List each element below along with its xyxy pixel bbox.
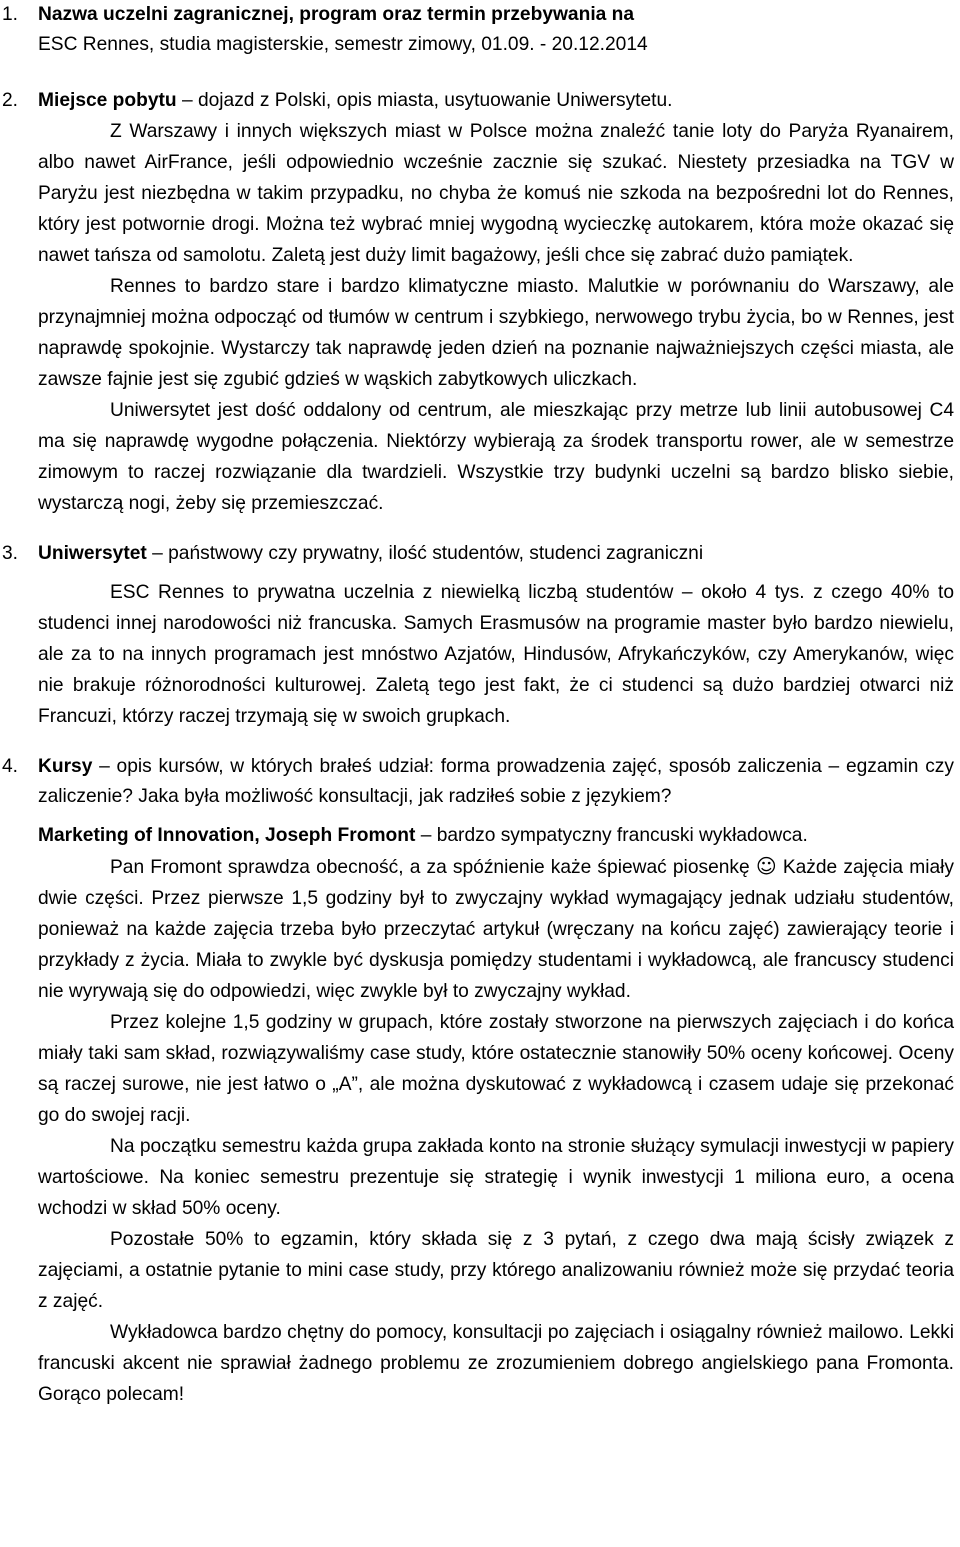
section-4-title: Kursy bbox=[38, 756, 93, 777]
paragraph-text: Pan Fromont sprawdza obecność, a za spóźnienie każe śpiewać piosenkę bbox=[110, 857, 756, 878]
section-2-heading bbox=[2, 86, 954, 116]
course-title-description: – bardzo sympatyczny francuski wykładowca. bbox=[415, 825, 808, 846]
section-1-detail bbox=[38, 30, 954, 60]
section-1-heading bbox=[2, 0, 954, 30]
section-4-number: 4. bbox=[2, 756, 19, 777]
section-2 bbox=[2, 86, 954, 519]
section-4-body bbox=[38, 820, 954, 1410]
paragraph: Rennes to bardzo stare i bardzo klimatyczne miasto. Malutkie w porównaniu do Warszawy, ale przynajmniej można odpocząć od tłumów w centrum i szybkiego, nerwowego trybu życia, bo w Rennes, jest naprawdę spokojnie. Wystarczy tak naprawdę jeden dzień na poznanie najważniejszych części miasta, ale zawsze fajnie jest się zgubić gdzieś w wąskich zabytkowych uliczkach. bbox=[38, 276, 954, 390]
section-4 bbox=[2, 752, 954, 1410]
section-2-body bbox=[38, 116, 954, 519]
section-3-title: Uniwersytet bbox=[38, 543, 147, 564]
course-heading bbox=[38, 820, 954, 851]
section-4-heading bbox=[2, 752, 954, 812]
paragraph: Przez kolejne 1,5 godziny w grupach, które zostały stworzone na pierwszych zajęciach i do końca miały taki sam skład, rozwiązywaliśmy case study, które ostatecznie stanowiły 50% oceny końcowej. Oceny są raczej surowe, nie jest łatwo o „A”, ale można dyskutować z wykładowcą i czasem udaje się przekonać go do swojej racji. bbox=[38, 1012, 954, 1126]
paragraph bbox=[38, 851, 954, 1007]
section-3-body bbox=[38, 577, 954, 732]
section-3-heading bbox=[2, 539, 954, 569]
paragraph-text: Każde zajęcia miały dwie części. Przez pierwsze 1,5 godziny był to zwyczajny wykład wymagający jednak udziału studentów, ponieważ na każde zajęcia trzeba było przeczytać artykuł (wręczany na końcu zajęć) zawierający teorie i przykłady z życia. Miała to zwykle być dyskusja pomiędzy studentami i wykładowcą, ale francuscy studenci nie wyrywają się do odpowiedzi, więc zwykle był to zwyczajny wykład. bbox=[38, 857, 954, 1002]
paragraph: Uniwersytet jest dość oddalony od centrum, ale mieszkając przy metrze lub linii autobusowej C4 ma się naprawdę wygodne połączenia. Niektórzy wybierają za środek transportu rower, ale w semestrze zimowym to raczej rozwiązanie dla twardzieli. Wszystkie trzy budynki uczelni są bardzo blisko siebie, wystarczą nogi, żeby się przemieszczać. bbox=[38, 400, 954, 514]
section-2-title: Miejsce pobytu bbox=[38, 90, 177, 111]
course-title: Marketing of Innovation, Joseph Fromont bbox=[38, 825, 416, 846]
paragraph: Pozostałe 50% to egzamin, który składa się z 3 pytań, z czego dwa mają ścisły związek z zajęciami, a ostatnie pytanie to mini case study, przy którego analizowaniu również może się przydać teoria z zajęć. bbox=[38, 1229, 954, 1312]
section-1-number: 1. bbox=[2, 4, 19, 25]
paragraph: Na początku semestru każda grupa zakłada konto na stronie służący symulacji inwestycji w papiery wartościowe. Na koniec semestru prezentuje się strategię i wynik inwestycji 1 miliona euro, a ocena wchodzi w skład 50% oceny. bbox=[38, 1136, 954, 1219]
smiley-icon: ☺ bbox=[755, 854, 777, 878]
section-1-title: Nazwa uczelni zagranicznej, program oraz termin przebywania na bbox=[38, 4, 635, 25]
paragraph: ESC Rennes to prywatna uczelnia z niewielką liczbą studentów – około 4 tys. z czego 40% to studenci innej narodowości niż francuska. Samych Erasmusów na programie master było bardzo niewielu, ale za to na innych programach jest mnóstwo Azjatów, Hindusów, Afrykańczyków, czy Amerykanów, więc nie brakuje różnorodności kulturowej. Zaletą tego jest fakt, że ci studenci są dużo bardziej otwarci niż Francuzi, którzy raczej trzymają się w swoich grupkach. bbox=[38, 582, 954, 727]
section-1 bbox=[2, 0, 954, 60]
section-2-number: 2. bbox=[2, 90, 19, 111]
paragraph: Wykładowca bardzo chętny do pomocy, konsultacji po zajęciach i osiągalny również mailowo. Lekki francuski akcent nie sprawiał żadnego problemu ze zrozumieniem dobrego angielskiego pana Fromonta. Gorąco polecam! bbox=[38, 1322, 954, 1405]
section-1-detail-text: ESC Rennes, studia magisterskie, semestr zimowy, 01.09. - 20.12.2014 bbox=[38, 34, 648, 55]
section-2-subtitle: – dojazd z Polski, opis miasta, usytuowanie Uniwersytetu. bbox=[176, 90, 673, 111]
section-3 bbox=[2, 539, 954, 732]
section-4-subtitle: – opis kursów, w których brałeś udział: forma prowadzenia zajęć, sposób zaliczenia – egzamin czy zaliczenie? Jaka była możliwość konsultacji, jak radziłeś sobie z językiem? bbox=[38, 756, 954, 807]
section-3-number: 3. bbox=[2, 543, 19, 564]
paragraph: Z Warszawy i innych większych miast w Polsce można znaleźć tanie loty do Paryża Ryanairem, albo nawet AirFrance, jeśli odpowiednio wcześnie zacznie się szukać. Niestety przesiadka na TGV w Paryżu jest niezbędna w takim przypadku, no chyba że komuś nie szkoda na bezpośredni lot do Rennes, który jest potwornie drogi. Można też wybrać mniej wygodną wycieczkę autokarem, która może okazać się nawet tańsza od samolotu. Zaletą jest duży limit bagażowy, jeśli chce się zabrać dużo pamiątek. bbox=[38, 121, 954, 266]
section-3-subtitle: – państwowy czy prywatny, ilość studentów, studenci zagraniczni bbox=[146, 543, 704, 564]
